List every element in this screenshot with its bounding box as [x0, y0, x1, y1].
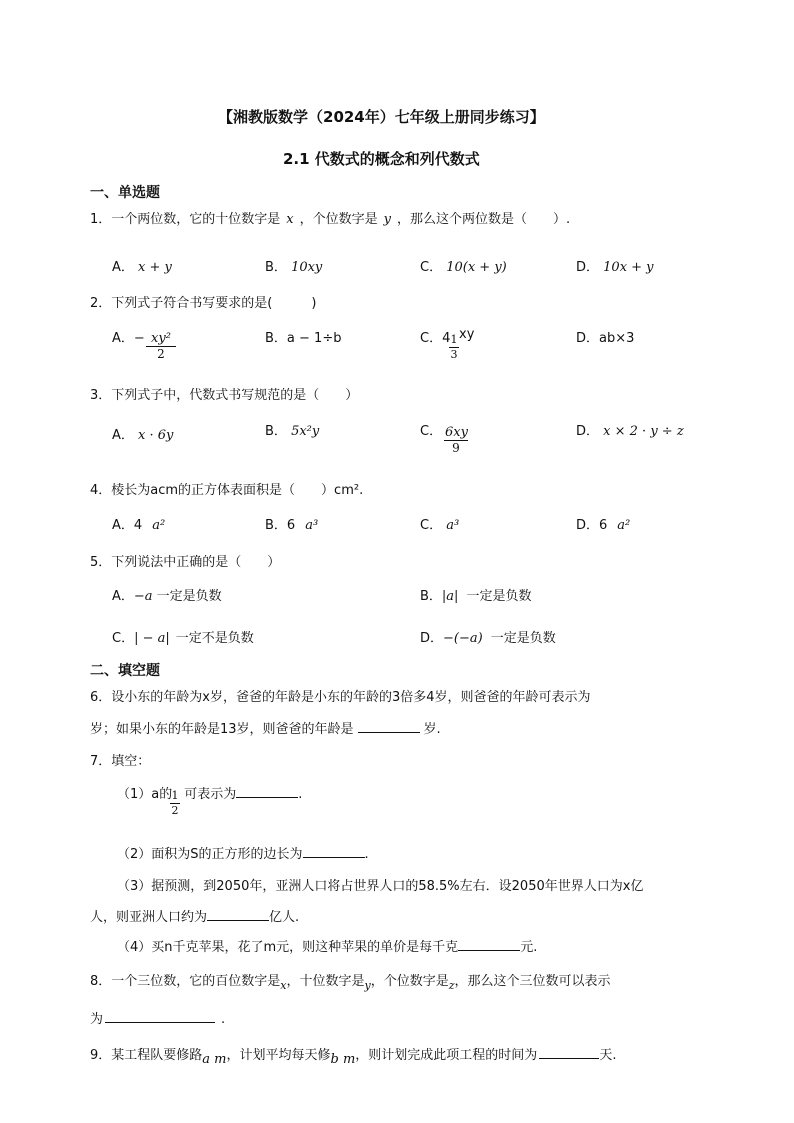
question-1 [90, 208, 570, 227]
q5-option-d-text: 一定是负数 [490, 631, 556, 646]
document-subtitle: 2.1 代数式的概念和列代数式 [283, 150, 480, 168]
q7-part4-text: （4）买n千克苹果，花了m元，则这种苹果的单价是每千克 [117, 940, 459, 955]
q5-option-c-text: 一定不是负数 [175, 631, 254, 646]
q4-option-a-coef: 4 [133, 518, 143, 533]
q3-option-b-expr: 5x²y [291, 424, 320, 439]
q1-option-a-expr: x + y [138, 260, 172, 275]
q8-var-y: y [364, 979, 371, 992]
q3-option-c-fraction: $\frac{6xy}{9}$ [445, 425, 468, 455]
q7-part4-blank[interactable] [458, 938, 520, 951]
q1-option-b-expr: 10xy [291, 260, 323, 275]
q4-option-b[interactable]: B．6 a³ [265, 518, 319, 533]
q1-option-a[interactable]: A． x + y [112, 260, 172, 275]
q1-option-b[interactable]: B． 10xy [265, 260, 323, 275]
q5-option-d-expr: −(−a) [443, 631, 483, 646]
q3-option-a-expr: x · 6y [138, 428, 174, 443]
q3-option-d[interactable]: D． x × 2 · y ÷ z [576, 424, 684, 439]
q7-part1-text2: 可表示为 [184, 787, 237, 802]
question-9: 9．某工程队要修路a m，计划平均每天修b m，则计划完成此项工程的时间为 天. [90, 1048, 617, 1067]
q2-option-a-sign: − [133, 331, 145, 346]
q4-option-d[interactable]: D．6 a² [576, 518, 631, 533]
q2-option-d-expr: ab×3 [599, 331, 635, 346]
question-3: 3．下列式子中，代数式书写规范的是（ ） [90, 388, 359, 403]
q7-part3-line2: 人，则亚洲人口约为 亿人. [90, 910, 300, 925]
q2-option-a[interactable]: A．− [112, 331, 145, 346]
q4-option-b-expr: a³ [305, 518, 319, 533]
q5-option-c-expr: | − a| [134, 631, 170, 646]
q3-option-a[interactable]: A． x · 6y [112, 428, 174, 443]
q1-stem-part3: ，那么这个两位数是（ ）. [397, 212, 571, 227]
q4-option-b-coef: 6 [286, 518, 296, 533]
q2-option-d[interactable]: D．ab×3 [576, 331, 635, 346]
q3-option-c[interactable]: C． [420, 424, 443, 439]
question-6-line1: 6．设小东的年龄为x岁，爸爸的年龄是小东的年龄的3倍多4岁，则爸爸的年龄可表示为 [90, 690, 591, 705]
q5-option-b[interactable]: B．|a| 一定是负数 [420, 589, 532, 604]
q7-part1: （1）a的 可表示为 . [117, 787, 303, 802]
q4-option-c[interactable]: C． a³ [420, 518, 460, 533]
q2-option-c-fraction: $\frac{1}{3}$ [450, 333, 458, 361]
q2-option-c-tail: xy [459, 327, 475, 342]
q8-answer-blank[interactable] [105, 1010, 215, 1023]
question-6-line2 [90, 718, 441, 737]
q4-option-a-expr: a² [152, 518, 166, 533]
q5-option-b-expr: |a| [441, 589, 459, 604]
q1-stem-part1: 1．一个两位数，它的十位数字是 [90, 212, 281, 227]
question-7: 7．填空： [90, 754, 151, 769]
question-8-line2: 为 . [90, 1012, 226, 1027]
q9-var-bm: b m [330, 1052, 356, 1067]
q9-var-am: a m [202, 1052, 227, 1067]
q7-part4: （4）买n千克苹果，花了m元，则这种苹果的单价是每千克 元. [117, 940, 538, 955]
q6-line2-text: 岁；如果小东的年龄是13岁，则爸爸的年龄是 [90, 722, 354, 737]
q7-part2: （2）面积为S的正方形的边长为 . [117, 847, 369, 862]
q7-part1-blank[interactable] [236, 785, 298, 798]
q2-option-b[interactable]: B．a − 1÷b [265, 331, 342, 346]
q1-option-d[interactable]: D． 10x + y [576, 260, 654, 275]
question-4: 4．棱长为acm的正方体表面积是（ ）cm². [90, 483, 364, 498]
document-title: 【湘教版数学（2024年）七年级上册同步练习】 [218, 108, 545, 126]
q8-var-x: x [280, 979, 287, 992]
q1-stem-part2: ，个位数字是 [299, 212, 378, 227]
q3-option-d-expr: x × 2 · y ÷ z [603, 424, 684, 439]
q1-option-c-expr: 10(x + y) [446, 260, 507, 275]
q8-var-z: z [448, 979, 455, 992]
q6-line2-end: 岁. [423, 722, 441, 737]
q5-option-a-text: 一定是负数 [156, 589, 222, 604]
question-8-line1: 8．一个三位数，它的百位数字是$_x$，十位数字是$_y$，个位数字是$_z$，那么这个三位数可以表示 [90, 974, 611, 992]
q1-var-x: x [286, 212, 294, 227]
q7-part3-line1: （3）据预测，到2050年，亚洲人口将占世界人口的58.5%左右．设2050年世界人口为x亿 [117, 879, 644, 894]
q1-option-c[interactable]: C． 10(x + y) [420, 260, 507, 275]
q3-option-b[interactable]: B． 5x²y [265, 424, 320, 439]
q5-option-c[interactable]: C．| − a| 一定不是负数 [112, 631, 254, 646]
q7-part3-blank[interactable] [207, 908, 269, 921]
q4-option-d-expr: a² [617, 518, 631, 533]
question-2: 2．下列式子符合书写要求的是( ) [90, 296, 317, 311]
q1-var-y: y [383, 212, 391, 227]
q5-option-a-expr: −a [133, 589, 153, 604]
q7-part3-text: 人，则亚洲人口约为 [90, 910, 208, 925]
q4-option-d-coef: 6 [599, 518, 608, 533]
q1-option-d-expr: 10x + y [603, 260, 654, 275]
q2-option-b-expr: a − 1÷b [286, 331, 342, 346]
q4-option-a[interactable]: A．4 a² [112, 518, 166, 533]
q7-part1-text: （1）a的 [117, 787, 173, 802]
q7-part2-text: （2）面积为S的正方形的边长为 [117, 847, 303, 862]
q2-option-c[interactable]: C．4 [420, 331, 451, 346]
q5-option-d[interactable]: D．−(−a) 一定是负数 [420, 631, 556, 646]
q6-answer-blank[interactable] [358, 720, 420, 733]
q4-option-c-expr: a³ [446, 518, 460, 533]
q9-answer-blank[interactable] [539, 1046, 599, 1059]
question-5: 5．下列说法中正确的是（ ） [90, 555, 281, 570]
q7-part1-fraction: $\frac{1}{2}$ [171, 789, 179, 817]
q2-option-a-fraction: $\frac{\text{xy²}}{2}$ [146, 332, 176, 361]
section-single-choice: 一、单选题 [90, 185, 160, 201]
q5-option-a[interactable]: A．−a 一定是负数 [112, 589, 222, 604]
q7-part2-blank[interactable] [303, 845, 365, 858]
q2-option-c-int: 4 [442, 331, 451, 346]
q5-option-b-text: 一定是负数 [466, 589, 532, 604]
section-fill-blank: 二、填空题 [90, 663, 160, 679]
